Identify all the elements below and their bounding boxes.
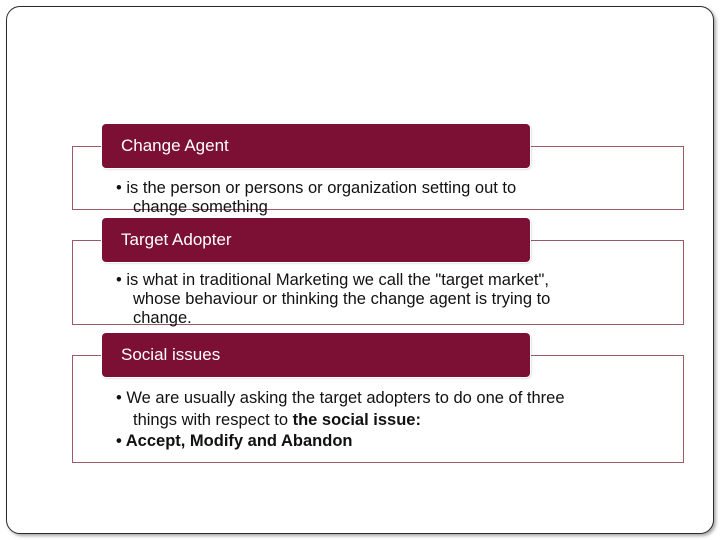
social-issues-description: [116, 388, 656, 453]
change-agent-description: [116, 179, 656, 217]
bullet-line-continued: change.: [133, 309, 192, 327]
bullet-line: • is what in traditional Marketing we call the "target market",: [116, 271, 549, 289]
bullet-line-bold: • Accept, Modify and Abandon: [116, 432, 353, 450]
target-adopter-description: [116, 271, 656, 328]
change-agent-heading: Change Agent: [102, 124, 530, 168]
bullet-line-continued: whose behaviour or thinking the change agent is trying to: [133, 290, 551, 308]
bullet-line-continued: change something: [133, 198, 268, 216]
bullet-line-continued: [116, 410, 656, 432]
bullet-line: • We are usually asking the target adopters to do one of three: [116, 389, 565, 407]
social-issues-heading: Social issues: [102, 333, 530, 377]
bullet-line: • is the person or persons or organization setting out to: [116, 179, 517, 197]
plain-text: things with respect to: [133, 410, 293, 429]
target-adopter-heading: Target Adopter: [102, 218, 530, 262]
bold-text: the social issue:: [292, 410, 421, 429]
